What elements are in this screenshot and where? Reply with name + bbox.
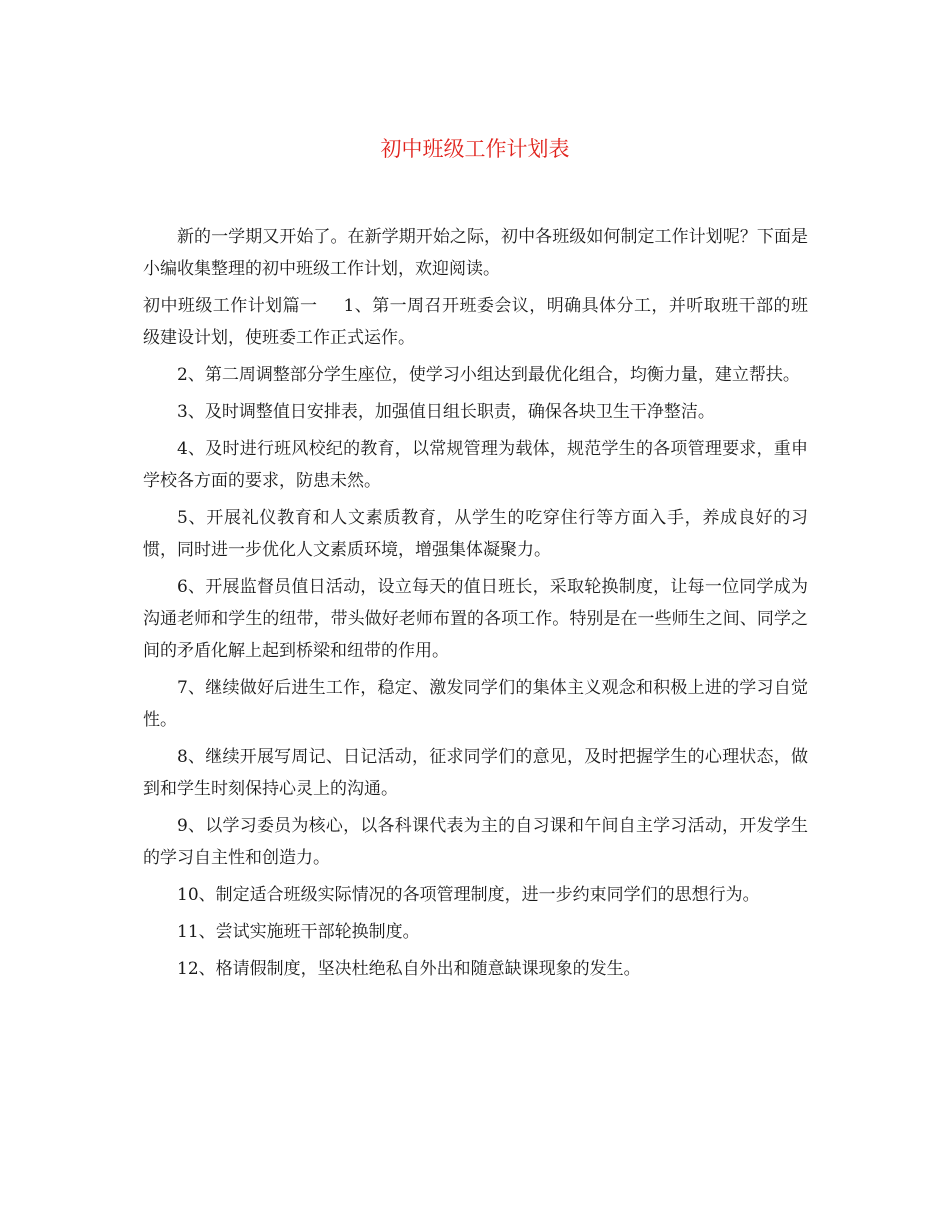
plan-item-12: 12、格请假制度，坚决杜绝私自外出和随意缺课现象的发生。: [177, 959, 641, 979]
plan-item-7: 7、继续做好后进生工作，稳定、激发同学们的集体主义观念和积极上进的学习自觉性。: [143, 678, 808, 730]
section-paragraph: [143, 290, 808, 354]
section-label: 初中班级工作计划篇一: [143, 296, 318, 316]
plan-item-1: 1、第一周召开班委会议，明确具体分工，并听取班干部的班级建设计划，使班委工作正式运作。: [143, 296, 808, 348]
plan-item-4: 4、及时进行班风校纪的教育，以常规管理为载体，规范学生的各项管理要求，重申学校各方面的要求，防患未然。: [143, 439, 808, 491]
document-body: [143, 221, 808, 990]
plan-item-10: 10、制定适合班级实际情况的各项管理制度，进一步约束同学们的思想行为。: [177, 885, 760, 905]
document-title: 初中班级工作计划表: [380, 137, 570, 161]
plan-item-3: 3、及时调整值日安排表，加强值日组长职责，确保各块卫生干净整洁。: [177, 402, 715, 422]
plan-item-9: 9、以学习委员为核心，以各科课代表为主的自习课和午间自主学习活动，开发学生的学习自主性和创造力。: [143, 816, 808, 868]
plan-item-11: 11、尝试实施班干部轮换制度。: [177, 922, 420, 942]
plan-item-8: 8、继续开展写周记、日记活动，征求同学们的意见，及时把握学生的心理状态，做到和学生时刻保持心灵上的沟通。: [143, 747, 808, 799]
intro-paragraph: 新的一学期又开始了。在新学期开始之际，初中各班级如何制定工作计划呢？下面是小编收集整理的初中班级工作计划，欢迎阅读。: [143, 227, 808, 279]
plan-item-6: 6、开展监督员值日活动，设立每天的值日班长，采取轮换制度，让每一位同学成为沟通老师和学生的纽带，带头做好老师布置的各项工作。特别是在一些师生之间、同学之间的矛盾化解上起到桥梁和纽带的作用。: [143, 577, 808, 661]
plan-item-2: 2、第二周调整部分学生座位，使学习小组达到最优化组合，均衡力量，建立帮扶。: [177, 365, 800, 385]
plan-item-5: 5、开展礼仪教育和人文素质教育，从学生的吃穿住行等方面入手，养成良好的习惯，同时进一步优化人文素质环境，增强集体凝聚力。: [143, 508, 808, 560]
